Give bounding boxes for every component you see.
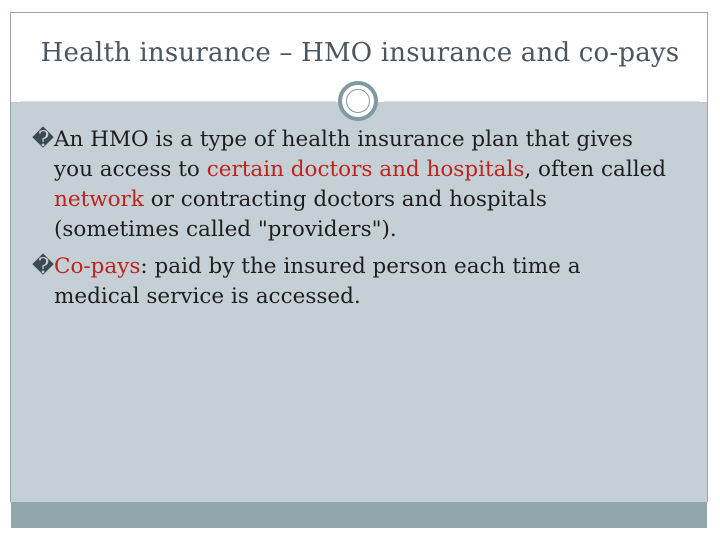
slide-title: Health insurance – HMO insurance and co-pays (40, 38, 680, 68)
bullet-text: , often called (524, 157, 667, 182)
highlight-network: network (54, 187, 144, 212)
bullet-marker-icon: � (32, 127, 55, 152)
ring-inner-circle (346, 89, 370, 113)
title-divider-right (384, 101, 700, 102)
bullet-text: An HMO is a type of health insurance plan that gives you access to (54, 127, 633, 182)
bullet-text: or contracting doctors and hospitals (sometimes called "providers"). (54, 187, 547, 242)
highlight-doctors-hospitals: certain doctors and hospitals (206, 157, 525, 182)
bullet-marker-icon: � (32, 254, 55, 279)
bullet-list (32, 125, 672, 319)
bullet-item-hmo (32, 125, 672, 245)
bullet-item-copays (32, 252, 672, 312)
bullet-text: : paid by the insured person each time a medical service is accessed. (54, 254, 581, 309)
highlight-co-pays: Co-pays (54, 254, 141, 279)
title-divider-left (20, 101, 336, 102)
ring-ornament-icon (338, 81, 378, 121)
footer-accent-bar (11, 502, 707, 528)
